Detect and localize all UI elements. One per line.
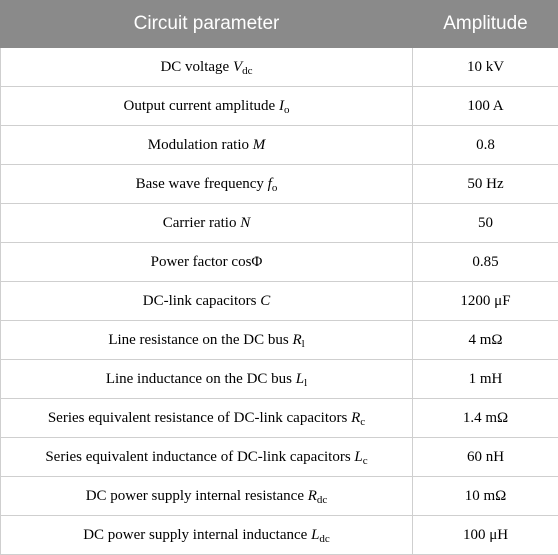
param-cell xyxy=(1,477,413,516)
value-cell: 10 mΩ xyxy=(413,477,558,516)
param-symbol: L xyxy=(296,371,304,387)
param-symbol: L xyxy=(311,527,319,543)
param-symbol: N xyxy=(240,215,250,231)
param-symbol: C xyxy=(260,293,270,309)
param-cell xyxy=(1,165,413,204)
param-cell xyxy=(1,87,413,126)
param-text: Power factor cosΦ xyxy=(151,254,263,270)
param-symbol: R xyxy=(351,410,360,426)
table-row xyxy=(1,438,558,477)
value-cell: 1.4 mΩ xyxy=(413,399,558,438)
value-cell: 100 A xyxy=(413,87,558,126)
table-row xyxy=(1,243,558,282)
table-row xyxy=(1,477,558,516)
param-subscript: c xyxy=(363,455,368,467)
param-cell xyxy=(1,399,413,438)
param-text: DC power supply internal resistance xyxy=(86,488,308,504)
header-row xyxy=(1,1,558,48)
param-cell xyxy=(1,243,413,282)
value-cell: 1 mH xyxy=(413,360,558,399)
table-row xyxy=(1,87,558,126)
param-cell xyxy=(1,126,413,165)
value-cell: 0.85 xyxy=(413,243,558,282)
param-symbol: L xyxy=(354,449,362,465)
header-circuit-parameter: Circuit parameter xyxy=(1,1,413,48)
value-cell: 50 Hz xyxy=(413,165,558,204)
table-row xyxy=(1,516,558,555)
param-text: Base wave frequency xyxy=(136,176,268,192)
param-cell xyxy=(1,516,413,555)
param-subscript: c xyxy=(360,416,365,428)
param-symbol: R xyxy=(292,332,301,348)
param-subscript: o xyxy=(272,182,278,194)
param-text: Carrier ratio xyxy=(163,215,240,231)
table-row xyxy=(1,282,558,321)
param-cell xyxy=(1,48,413,87)
table-row xyxy=(1,204,558,243)
value-cell: 50 xyxy=(413,204,558,243)
param-subscript: dc xyxy=(242,65,252,77)
table-row xyxy=(1,321,558,360)
param-symbol: M xyxy=(253,137,266,153)
table-row xyxy=(1,165,558,204)
param-subscript: dc xyxy=(319,533,329,545)
value-cell: 4 mΩ xyxy=(413,321,558,360)
param-text: Line inductance on the DC bus xyxy=(106,371,296,387)
param-subscript: l xyxy=(302,338,305,350)
value-cell: 60 nH xyxy=(413,438,558,477)
table-row xyxy=(1,399,558,438)
param-cell xyxy=(1,204,413,243)
param-cell xyxy=(1,360,413,399)
table-row xyxy=(1,126,558,165)
param-text: Line resistance on the DC bus xyxy=(108,332,292,348)
value-cell: 1200 μF xyxy=(413,282,558,321)
param-text: Series equivalent inductance of DC-link capacitors xyxy=(45,449,354,465)
param-cell xyxy=(1,282,413,321)
param-symbol: I xyxy=(279,98,284,114)
value-cell: 100 μH xyxy=(413,516,558,555)
param-text: DC power supply internal inductance xyxy=(83,527,311,543)
param-cell xyxy=(1,321,413,360)
value-cell: 0.8 xyxy=(413,126,558,165)
param-cell xyxy=(1,438,413,477)
param-text: DC voltage xyxy=(160,59,233,75)
param-text: Series equivalent resistance of DC-link capacitors xyxy=(48,410,351,426)
param-subscript: o xyxy=(284,104,290,116)
header-amplitude: Amplitude xyxy=(413,1,558,48)
table-row xyxy=(1,48,558,87)
param-text: Modulation ratio xyxy=(148,137,253,153)
value-cell: 10 kV xyxy=(413,48,558,87)
param-subscript: l xyxy=(304,377,307,389)
param-symbol: V xyxy=(233,59,242,75)
param-symbol: R xyxy=(308,488,317,504)
param-subscript: dc xyxy=(317,494,327,506)
param-symbol: f xyxy=(268,176,272,192)
table-row xyxy=(1,360,558,399)
param-text: DC-link capacitors xyxy=(143,293,260,309)
param-text: Output current amplitude xyxy=(124,98,279,114)
